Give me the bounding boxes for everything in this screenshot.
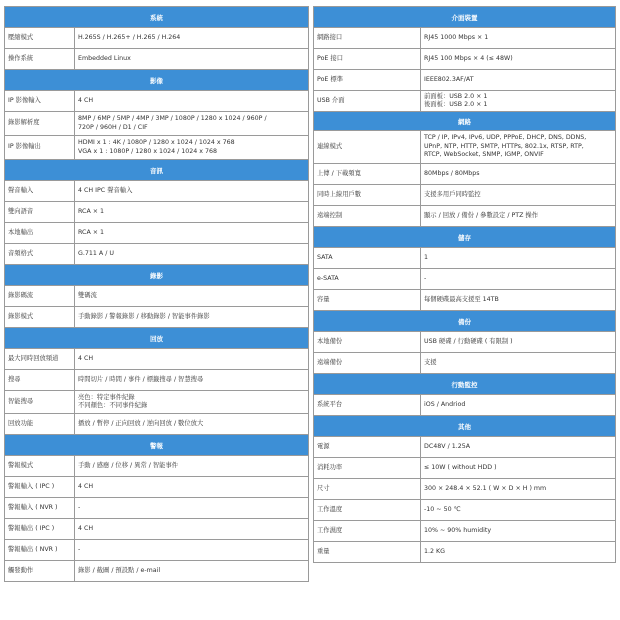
spec-label: 尺寸 xyxy=(314,479,421,499)
spec-row xyxy=(5,477,309,498)
spec-label: 容量 xyxy=(314,290,421,310)
spec-value: 錄影 / 截圖 / 預設點 / e-mail xyxy=(75,561,309,581)
spec-value: Embedded Linux xyxy=(75,49,309,69)
section-header: 介面裝置 xyxy=(314,7,616,28)
spec-value: 4 CH xyxy=(75,519,309,539)
spec-value: 4 CH xyxy=(75,349,309,369)
spec-row xyxy=(314,269,616,290)
spec-row xyxy=(5,91,309,112)
spec-row xyxy=(5,370,309,391)
spec-table-left xyxy=(4,6,309,582)
spec-label: 警報模式 xyxy=(5,456,75,476)
spec-row xyxy=(5,349,309,370)
spec-value: 時間切片 / 時間 / 事件 / 標籤搜尋 / 智慧搜尋 xyxy=(75,370,309,390)
spec-value: 每個硬碟最高支援至 14TB xyxy=(421,290,616,310)
spec-row xyxy=(314,28,616,49)
spec-value: -10 ~ 50 ℃ xyxy=(421,500,616,520)
spec-label: e-SATA xyxy=(314,269,421,289)
spec-value: 1.2 KG xyxy=(421,542,616,562)
spec-value: - xyxy=(75,498,309,518)
spec-value-line: RTCP, WebSocket, SNMP, IGMP, ONVIF xyxy=(424,151,544,159)
section-header: 系統 xyxy=(5,7,309,28)
spec-value: 顯示 / 回放 / 備份 / 參數設定 / PTZ 操作 xyxy=(421,206,616,226)
spec-value xyxy=(75,136,309,159)
spec-label: 最大同時回放頻道 xyxy=(5,349,75,369)
spec-table-right xyxy=(313,6,616,563)
spec-row xyxy=(314,332,616,353)
spec-label: 智能搜尋 xyxy=(5,391,75,413)
spec-row xyxy=(5,561,309,582)
spec-label: 連線模式 xyxy=(314,131,421,163)
section-header: 其他 xyxy=(314,416,616,437)
spec-label: 搜尋 xyxy=(5,370,75,390)
spec-value: 10% ~ 90% humidity xyxy=(421,521,616,541)
spec-value: 4 CH xyxy=(75,477,309,497)
section-header: 影像 xyxy=(5,70,309,91)
spec-row xyxy=(5,414,309,435)
spec-label: 壓縮模式 xyxy=(5,28,75,48)
spec-value: 手動 / 感應 / 位移 / 異常 / 智能事件 xyxy=(75,456,309,476)
spec-value: G.711 A / U xyxy=(75,244,309,264)
spec-value: 4 CH IPC 聲音輸入 xyxy=(75,181,309,201)
spec-row xyxy=(314,185,616,206)
spec-label: 同時上線用戶數 xyxy=(314,185,421,205)
spec-value-line: 8MP / 6MP / 5MP / 4MP / 3MP / 1080P / 1280 x 1024 / 960P / xyxy=(78,115,267,122)
spec-value-line: UPnP, NTP, HTTP, SMTP, HTTPs, 802.1x, RTSP, RTP, xyxy=(424,142,584,150)
spec-label: 工作溫度 xyxy=(314,500,421,520)
spec-value-line: 後面板：USB 2.0 × 1 xyxy=(424,101,488,108)
spec-row xyxy=(314,248,616,269)
spec-row xyxy=(5,498,309,519)
spec-row xyxy=(314,131,616,164)
spec-label: USB 介面 xyxy=(314,91,421,111)
spec-row xyxy=(314,479,616,500)
spec-label: 上傳 / 下載頻寬 xyxy=(314,164,421,184)
spec-label: 重量 xyxy=(314,542,421,562)
spec-row xyxy=(314,164,616,185)
spec-label: 錄影模式 xyxy=(5,307,75,327)
spec-value: 4 CH xyxy=(75,91,309,111)
spec-value xyxy=(421,91,616,111)
spec-label: 雙向語音 xyxy=(5,202,75,222)
spec-row xyxy=(5,391,309,414)
spec-row xyxy=(5,286,309,307)
spec-row xyxy=(314,521,616,542)
spec-row xyxy=(5,223,309,244)
spec-value: 播放 / 暫停 / 正向回放 / 逆向回放 / 數位放大 xyxy=(75,414,309,434)
spec-value: DC48V / 1.25A xyxy=(421,437,616,457)
spec-value xyxy=(75,391,309,413)
spec-label: 網路接口 xyxy=(314,28,421,48)
spec-row xyxy=(314,49,616,70)
spec-value: RJ45 100 Mbps × 4 (≤ 48W) xyxy=(421,49,616,69)
section-header: 備份 xyxy=(314,311,616,332)
spec-value: 雙碼流 xyxy=(75,286,309,306)
spec-value xyxy=(75,112,309,135)
spec-value-line: 亮色：特定事件紀錄 xyxy=(78,393,135,401)
spec-value: IEEE802.3AF/AT xyxy=(421,70,616,90)
spec-label: 電源 xyxy=(314,437,421,457)
spec-value: 支援 xyxy=(421,353,616,373)
spec-row xyxy=(5,244,309,265)
spec-row xyxy=(5,519,309,540)
spec-value: 300 × 248.4 × 52.1 ( W × D × H ) mm xyxy=(421,479,616,499)
spec-label: 操作系統 xyxy=(5,49,75,69)
spec-label: 消耗功率 xyxy=(314,458,421,478)
spec-row xyxy=(5,136,309,160)
spec-value-line: 不同顏色：不同事件紀錄 xyxy=(78,402,148,409)
spec-value xyxy=(421,131,616,163)
spec-label: 警報輸出 ( IPC ) xyxy=(5,519,75,539)
spec-label: 警報輸出 ( NVR ) xyxy=(5,540,75,560)
spec-row xyxy=(5,28,309,49)
spec-row xyxy=(314,458,616,479)
spec-label: SATA xyxy=(314,248,421,268)
spec-value-line: TCP / IP, IPv4, IPv6, UDP, PPPoE, DHCP, DNS, DDNS, xyxy=(424,134,587,142)
spec-row xyxy=(314,500,616,521)
spec-label: 回放功能 xyxy=(5,414,75,434)
section-header: 行動監控 xyxy=(314,374,616,395)
spec-value: H.265S / H.265+ / H.265 / H.264 xyxy=(75,28,309,48)
spec-row xyxy=(314,353,616,374)
spec-row xyxy=(5,112,309,136)
spec-row xyxy=(5,456,309,477)
spec-label: IP 影像輸出 xyxy=(5,136,75,159)
spec-value: - xyxy=(75,540,309,560)
section-header: 錄影 xyxy=(5,265,309,286)
spec-value: 80Mbps / 80Mbps xyxy=(421,164,616,184)
spec-value: iOS / Andriod xyxy=(421,395,616,415)
section-header: 儲存 xyxy=(314,227,616,248)
spec-row xyxy=(314,70,616,91)
spec-value-line: VGA x 1 : 1080P / 1280 x 1024 / 1024 x 768 xyxy=(78,147,217,155)
spec-row xyxy=(314,290,616,311)
spec-label: 警報輸入 ( IPC ) xyxy=(5,477,75,497)
spec-label: 本地備份 xyxy=(314,332,421,352)
spec-label: 錄影碼流 xyxy=(5,286,75,306)
spec-label: 遠端備份 xyxy=(314,353,421,373)
spec-label: 錄影解析度 xyxy=(5,112,75,135)
section-header: 回放 xyxy=(5,328,309,349)
spec-row xyxy=(314,91,616,112)
spec-value: RJ45 1000 Mbps × 1 xyxy=(421,28,616,48)
spec-value: ≤ 10W ( without HDD ) xyxy=(421,458,616,478)
spec-value: 手動錄影 / 警報錄影 / 移動錄影 / 智能事件錄影 xyxy=(75,307,309,327)
section-header: 警報 xyxy=(5,435,309,456)
spec-row xyxy=(5,202,309,223)
spec-label: IP 影像輸入 xyxy=(5,91,75,111)
spec-value-line: 720P / 960H / D1 / CIF xyxy=(78,123,148,131)
spec-row xyxy=(5,307,309,328)
spec-label: 遠端控制 xyxy=(314,206,421,226)
spec-value: 1 xyxy=(421,248,616,268)
spec-label: 聲音輸入 xyxy=(5,181,75,201)
spec-value-line: 前面板：USB 2.0 × 1 xyxy=(424,92,488,100)
spec-value-line: HDMI x 1 : 4K / 1080P / 1280 x 1024 / 1024 x 768 xyxy=(78,139,235,146)
spec-label: 系統平台 xyxy=(314,395,421,415)
spec-value: RCA × 1 xyxy=(75,223,309,243)
spec-label: PoE 標準 xyxy=(314,70,421,90)
spec-label: 觸發動作 xyxy=(5,561,75,581)
spec-label: PoE 接口 xyxy=(314,49,421,69)
spec-label: 工作濕度 xyxy=(314,521,421,541)
spec-label: 音頻格式 xyxy=(5,244,75,264)
section-header: 網路 xyxy=(314,112,616,131)
spec-row xyxy=(5,181,309,202)
spec-value: - xyxy=(421,269,616,289)
spec-value: RCA × 1 xyxy=(75,202,309,222)
section-header: 音訊 xyxy=(5,160,309,181)
spec-row xyxy=(5,540,309,561)
spec-row xyxy=(314,395,616,416)
spec-row xyxy=(314,206,616,227)
spec-row xyxy=(314,542,616,563)
spec-value: 支援多用戶同時監控 xyxy=(421,185,616,205)
spec-label: 本地輸出 xyxy=(5,223,75,243)
spec-label: 警報輸入 ( NVR ) xyxy=(5,498,75,518)
spec-row xyxy=(5,49,309,70)
spec-row xyxy=(314,437,616,458)
spec-value: USB 硬碟 / 行動硬碟 ( 有限制 ) xyxy=(421,332,616,352)
